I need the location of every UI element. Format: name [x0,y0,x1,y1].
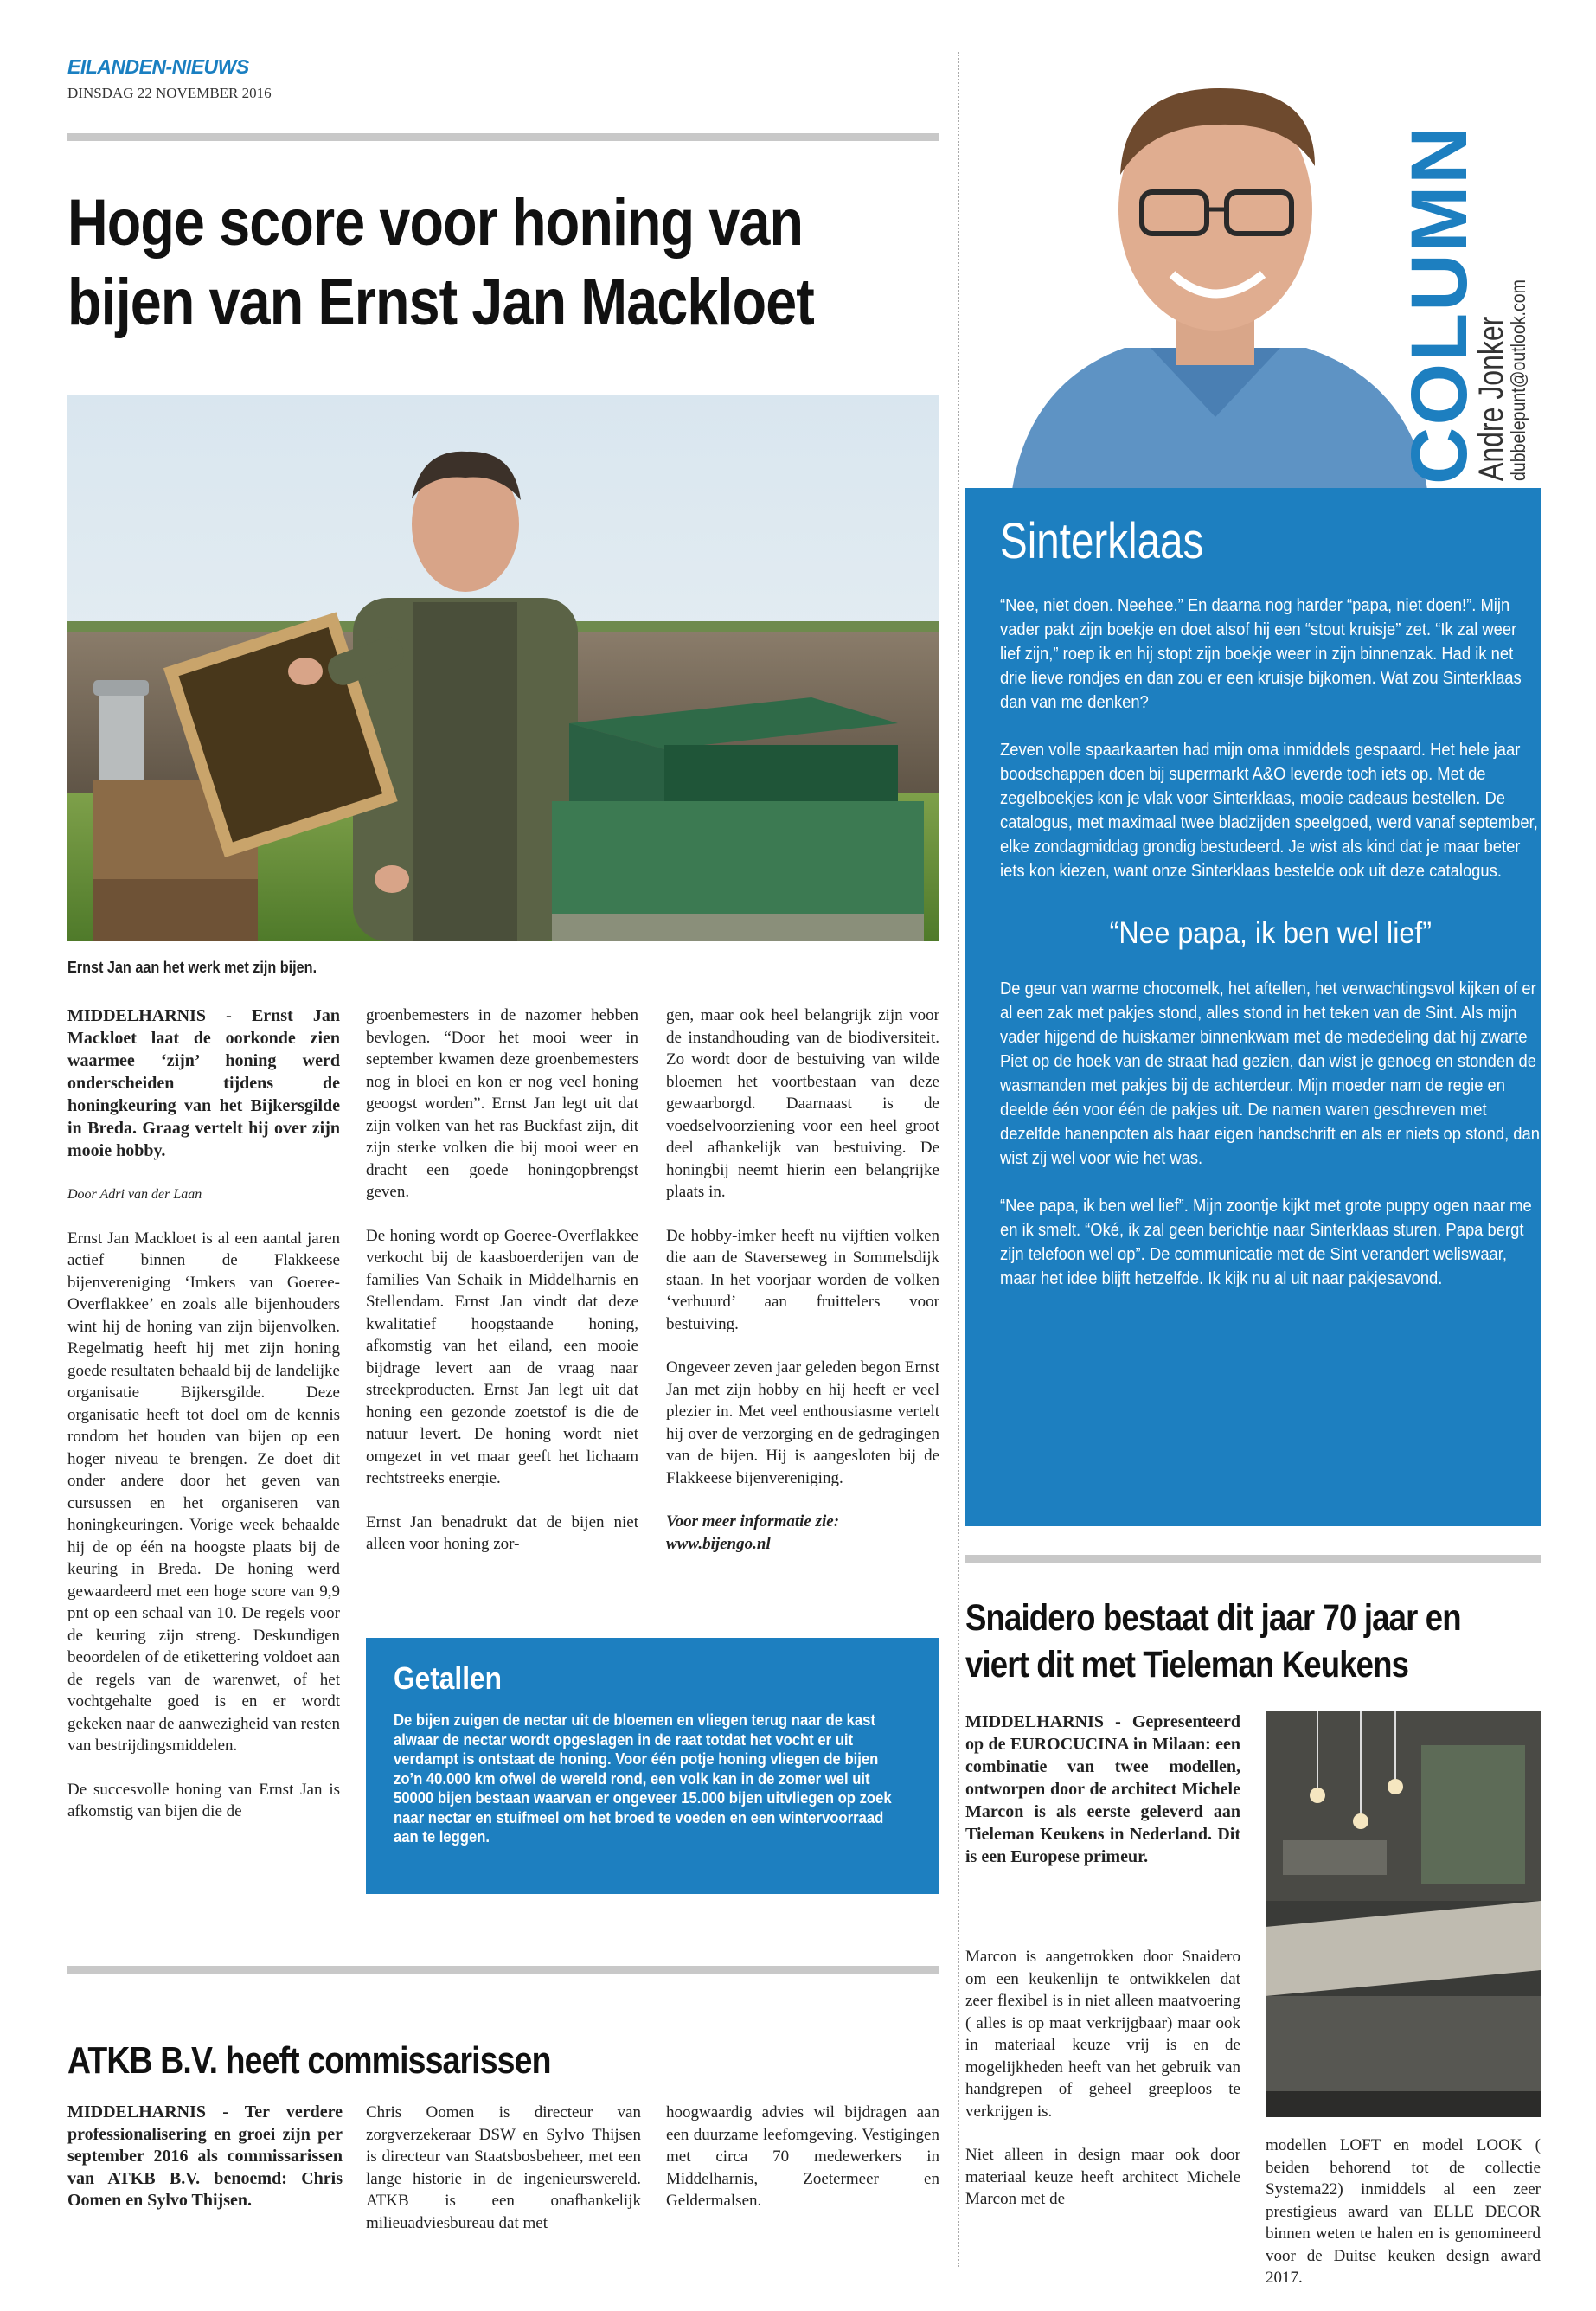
kitchen-photo [1266,1711,1541,2117]
article-paragraph: De succesvolle honing van Ernst Jan is afkomstig van bijen die de [67,1780,340,1820]
article-paragraph: gen, maar ook heel belangrijk zijn voor de instandhouding van de biodiversiteit. Zo wordt door de bestuiving van wilde bloemen het voortbestaan van deze gewaarborgd. Daarnaast is de voedselvoorziening voor een heel groot deel afhankelijk van bestuiving. De honingbij neemt hierin een belangrijke plaats in. [666,1006,939,1201]
more-info-label: Voor meer informatie zie: [666,1512,840,1531]
column-title: Sinterklaas [1000,513,1204,569]
article-paragraph: Ernst Jan benadrukt dat de bijen niet alleen voor honing zor- [366,1512,638,1553]
photo-caption: Ernst Jan aan het werk met zijn bijen. [67,959,317,976]
atkb-headline: ATKB B.V. heeft commissarissen [67,2039,551,2082]
column-label: COLUMN [1395,125,1484,485]
top-rule [67,133,939,141]
main-headline [67,183,950,343]
column-separator [958,52,959,2267]
beekeeper-photo [67,395,939,941]
atkb-column-3 [666,2102,939,2234]
column-author: Andre Jonker [1472,316,1510,481]
article-column-3 [666,1005,939,1555]
getallen-title: Getallen [394,1660,503,1696]
getallen-text: De bijen zuigen de nectar uit de bloemen en vliegen terug naar de kast alwaar de nectar wordt opgeslagen in de raat totdat het vocht er uit verdampt is ontstaat de honing. Voor één potje honing vliegen de bijen zo’n 40.000 km ofwel de wereld rond, een volk kan in de zomer wel uit 50000 bijen bestaan waarvan er ongeveer 15.000 bijen uitvliegen op zoek naar nectar en stuifmeel om het broed te voeden en een wintervoorraad aan te leggen. [394,1711,892,1846]
snaidero-paragraph: Marcon is aangetrokken door Snaidero om een keukenlijn te ontwikkelen dat zeer flexibel is in niet alleen maatvoering ( alles is op maat verkrijgbaar) maar ook in materiaal keuze vrij is en de mogelijkheden heeft van het gebruik van handgrepen of geheel greeploos te verkrijgen is. [965,1948,1240,2121]
column-body [1000,594,1542,1314]
atkb-paragraph: Chris Oomen is directeur van zorgverzekeraar DSW en Sylvo Thijsen is directeur van Staatsbosbeheer, met een lange historie in de ingenieurswereld. ATKB is een onafhankelijk milieuadviesbureau dat met [366,2103,641,2232]
getallen-box [366,1638,939,1894]
article-column-1 [67,1005,340,1845]
atkb-lead: MIDDELHARNIS - Ter verdere professionalisering en groei zijn per september 2016 als commissarissen van ATKB B.V. benoemd: Chris Oomen en Sylvo Thijsen. [67,2102,343,2210]
more-info-link[interactable]: www.bijengo.nl [666,1534,771,1553]
section-rule [67,1966,939,1974]
snaidero-paragraph: Niet alleen in design maar ook door materiaal keuze heeft architect Michele Marcon met de [965,2146,1240,2208]
issue-date: DINSDAG 22 NOVEMBER 2016 [67,85,272,101]
snaidero-paragraph: modellen LOFT en model LOOK ( beiden behorend tot de collectie Systema22) inmiddels al een zeer prestigieus award van ELLE DECOR binnen weten te halen en is genomineerd voor de Duitse keuken design award 2017. [1266,2136,1541,2287]
snaidero-column-1 [965,1711,1240,1890]
article-paragraph: De hobby-imker heeft nu vijftien volken die aan de Staverseweg in Sommelsdijk staan. In het voorjaar worden de volken ‘verhuurd’ aan fruittelers voor bestuiving. [666,1226,939,1333]
snaidero-headline [965,1595,1539,1688]
snaidero-column-3 [1266,2134,1541,2311]
main-headline-line1: Hoge score voor honing van [67,186,804,260]
right-section-rule [965,1555,1541,1563]
snaidero-headline-line1: Snaidero bestaat dit jaar 70 jaar en [965,1597,1461,1639]
snaidero-lead: MIDDELHARNIS - Gepresenteerd op de EUROCUCINA in Milaan: een combinatie van twee modellen, ontworpen door de architect Michele Marcon is als eerste geleverd aan Tieleman Keukens in Nederland. Dit is een Europese primeur. [965,1712,1240,1866]
article-byline: Door Adri van der Laan [67,1187,202,1202]
article-paragraph: De honing wordt op Goeree-Overflakkee verkocht bij de kaasboerderijen van de families Van Schaik in Middelharnis en Stellendam. Ernst Jan vindt dat deze kwalitatief hoogstaande honing, afkomstig van het eiland, een mooie bijdrage levert aan de vraag naar streekproducten. Ernst Jan legt uit dat honing een gezonde zoetstof is die de natuur levert. De honing wordt niet omgezet in vet maar geeft het lichaam rechtstreeks energie. [366,1226,638,1487]
snaidero-column-2 [965,1946,1240,2232]
column-email: dubbelepunt@outlook.com [1507,279,1529,481]
main-headline-line2: bijen van Ernst Jan Mackloet [67,266,814,339]
columnist-photo [977,54,1453,490]
article-paragraph: groenbemesters in de nazomer hebben bevlogen. “Door het mooi weer in september kwamen deze groenbemesters nog in bloei en kon er nog veel honing geoogst worden”. Ernst Jan legt uit dat zijn volken van het ras Buckfast zijn, dit zijn sterke volken die bij mooi weer en dracht een goede honingopbrengst geven. [366,1006,638,1201]
column-paragraph: De geur van warme chocomelk, het aftellen, het verwachtingsvol kijken of er al een zak met pakjes stond, alles stond in het teken van de Sint. Als mijn vader hijgend de huiskamer binnenkwam met de mededeling dat hij zwarte Piet op de hoek van de straat had gezien, dan wist je genoeg en stonden de wasmanden met pakjes bij de achterdeur. Mijn moeder nam de regie en deelde één voor één de pakjes uit. De namen waren geschreven met dezelfde hanenpoten als haar eigen handschrift en als er niets op stond, dan wist zij wel voor wie het was. [1000,979,1541,1168]
atkb-paragraph: hoogwaardig advies wil bijdragen aan een duurzame leefomgeving. Vestigingen met circa 70 medewerkers in Middelharnis, Zoetermeer en Geldermalsen. [666,2103,939,2210]
column-paragraph: Zeven volle spaarkaarten had mijn oma inmiddels gespaard. Het hele jaar boodschappen doen bij supermarkt A&O leverde toch iets op. Met de zegelboekjes kon je vlak voor Sinterklaas, mooie cadeaus bestellen. De catalogus, met maximaal twee bladzijden speelgoed, werd vanaf september, elke zondagmiddag grondig bestudeerd. Je wist als kind dat je maar beter iets kon kiezen, want onze Sinterklaas bestelde ook uit deze catalogus. [1000,741,1538,881]
column-quote: “Nee papa, ik ben wel lief” [1109,916,1432,950]
article-lead: MIDDELHARNIS - Ernst Jan Mackloet laat de oorkonde zien waarmee ‘zijn’ honing werd onderscheiden tijdens de honingkeuring van het Bijkersgilde in Breda. Graag vertelt hij over zijn mooie hobby. [67,1006,340,1160]
atkb-column-2 [366,2102,641,2256]
article-paragraph: Ernst Jan Mackloet is al een aantal jaren actief binnen de Flakkeese bijenvereniging ‘Imkers van Goeree-Overflakkee’ en zoals alle bijenhouders wint hij de honing van zijn bijenvolken. Regelmatig heeft hij met zijn honing goede resultaten behaald bij de landelijke organisatie Bijkersgilde. Deze organisatie heeft tot doel om de kennis rondom het houden van bijen op een hoger niveau te brengen. Ze doet dit onder andere door het geven van cursussen en het organiseren van honingkeuringen. Vorige week behaalde hij de op één na hoogste plaats bij de keuring in Breda. De honing werd gewaardeerd met een hoge score van 9,9 pnt op een schaal van 10. De regels voor de keuring zijn streng. Deskundigen beoordelen of de etikettering voldoet aan de regels van de warenwet, of het vochtgehalte goed is en er wordt gekeken naar de aanwezigheid van resten van bestrijdingsmiddelen. [67,1229,340,1755]
masthead-logo: EILANDEN-NIEUWS [67,55,249,78]
column-box [965,488,1541,1526]
atkb-column-1 [67,2102,343,2234]
column-paragraph: “Nee papa, ik ben wel lief”. Mijn zoontje kijkt met grote puppy ogen naar me en ik smelt. “Oké, ik zal geen berichtje naar Sinterklaas sturen. Papa bergt zijn telefoon wel op”. De communicatie met de Sint verandert weliswaar, maar het idee blijft hetzelfde. Ik kijk nu al uit naar pakjesavond. [1000,1197,1532,1288]
article-paragraph: Ongeveer zeven jaar geleden begon Ernst Jan met zijn hobby en hij heeft er veel plezier in. Met veel enthousiasme vertelt hij over de verzorging en de gedragingen van de bijen. Hij is aangesloten bij de Flakkeese bijenvereniging. [666,1358,939,1487]
article-column-2 [366,1005,638,1577]
column-paragraph: “Nee, niet doen. Neehee.” En daarna nog harder “papa, niet doen!”. Mijn vader pakt zijn boekje en doet alsof hij een “stout kruisje” zet. “Ik zal weer lief zijn,” roep ik en hij stopt zijn boekje weer in zijn binnenzak. Had ik net drie lieve rondjes en dan zou er een kruisje bijkomen. Wat zou Sinterklaas dan van me denken? [1000,596,1522,712]
snaidero-headline-line2: viert dit met Tieleman Keukens [965,1644,1409,1685]
